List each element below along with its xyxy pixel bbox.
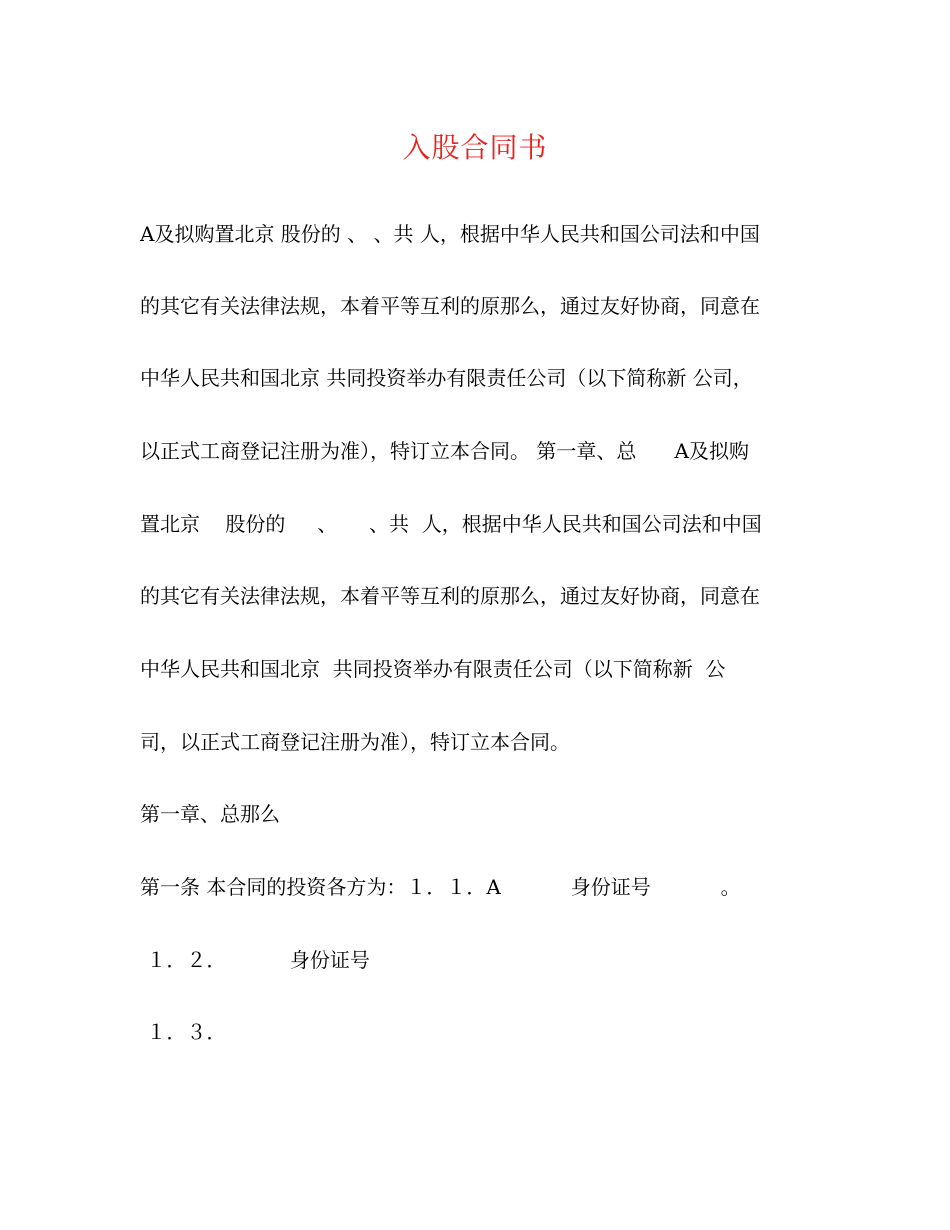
- body-line-6: 的其它有关法律法规，本着平等互利的原那么，通过友好协商，同意在: [140, 584, 760, 608]
- article-1-line: 第一条 本合同的投资各方为：１．１．A 身份证号 。: [140, 875, 741, 899]
- body-line-5: 置北京 股份的 、 、共 人，根据中华人民共和国公司法和中国: [140, 512, 762, 536]
- body-line-2: 的其它有关法律法规，本着平等互利的原那么，通过友好协商，同意在: [140, 294, 760, 318]
- clause-1-2-line: １．２． 身份证号: [140, 948, 370, 972]
- chapter-heading: 第一章、总那么: [140, 802, 280, 826]
- body-line-1: A及拟购置北京 股份的 、 、共 人，根据中华人民共和国公司法和中国: [140, 222, 760, 246]
- body-line-3: 中华人民共和国北京 共同投资举办有限责任公司（以下简称新 公司，: [140, 366, 753, 390]
- body-line-4: 以正式工商登记注册为准），特订立本合同。 第一章、总 A及拟购: [140, 439, 749, 463]
- clause-1-3-line: １．３．: [140, 1020, 227, 1044]
- document-title: 入股合同书: [402, 131, 548, 164]
- body-line-7: 中华人民共和国北京 共同投资举办有限责任公司（以下简称新 公: [140, 657, 726, 681]
- body-line-8: 司，以正式工商登记注册为准），特订立本合同。: [140, 730, 570, 754]
